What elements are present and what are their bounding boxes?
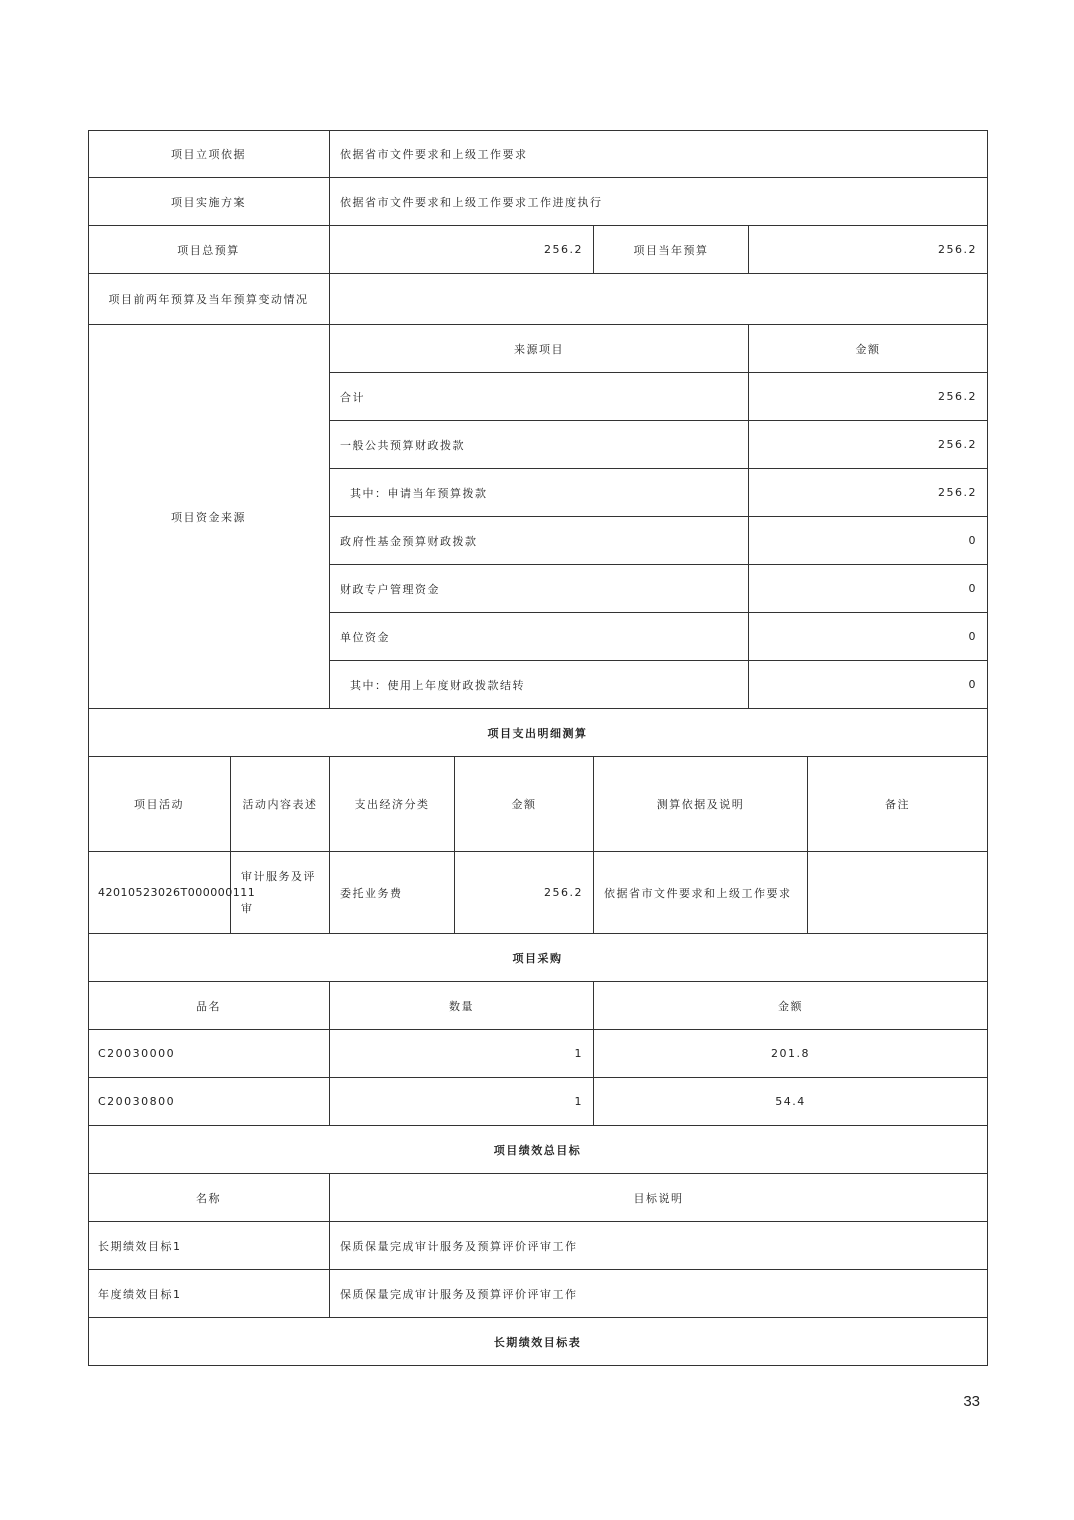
expenditure-note [808,852,988,934]
budget-table [88,130,988,1366]
funding-source-header: 来源项目 [330,325,749,373]
funding-row-name: 单位资金 [330,613,749,661]
funding-row-name: 一般公共预算财政拨款 [330,421,749,469]
goal-name: 年度绩效目标1 [88,1270,330,1318]
goal-desc: 保质保量完成审计服务及预算评价评审工作 [330,1270,988,1318]
funding-row-name: 政府性基金预算财政拨款 [330,517,749,565]
procurement-item-qty: 1 [330,1030,594,1078]
funding-label: 项目资金来源 [88,325,330,709]
page-number: 33 [963,1393,980,1410]
basis-label: 项目立项依据 [88,130,330,178]
funding-row-amount: 256.2 [749,469,988,517]
procurement-item-name: C20030000 [88,1030,330,1078]
total-budget-value: 256.2 [330,226,594,274]
goals-header: 目标说明 [330,1174,988,1222]
change-label: 项目前两年预算及当年预算变动情况 [88,274,330,325]
expenditure-header: 支出经济分类 [330,757,455,852]
expenditure-header: 备注 [808,757,988,852]
expenditure-header: 测算依据及说明 [594,757,808,852]
funding-row-name: 其中：申请当年预算拨款 [330,469,749,517]
expenditure-header: 项目活动 [88,757,231,852]
procurement-header: 数量 [330,982,594,1030]
funding-amount-header: 金额 [749,325,988,373]
funding-row-amount: 256.2 [749,421,988,469]
procurement-item-amount: 54.4 [594,1078,988,1126]
year-budget-value: 256.2 [749,226,988,274]
expenditure-header: 活动内容表述 [231,757,330,852]
goals-title: 项目绩效总目标 [88,1126,988,1174]
procurement-header: 金额 [594,982,988,1030]
long-term-title: 长期绩效目标表 [88,1318,988,1366]
total-budget-label: 项目总预算 [88,226,330,274]
expenditure-header: 金额 [455,757,594,852]
procurement-item-amount: 201.8 [594,1030,988,1078]
funding-row-name: 合计 [330,373,749,421]
funding-row-name: 其中：使用上年度财政拨款结转 [330,661,749,709]
funding-row-amount: 0 [749,565,988,613]
expenditure-activity: 42010523026T000000111 [88,852,231,934]
funding-row-amount: 0 [749,613,988,661]
change-value [330,274,988,325]
procurement-header: 品名 [88,982,330,1030]
year-budget-label: 项目当年预算 [594,226,749,274]
goals-header: 名称 [88,1174,330,1222]
funding-row-amount: 0 [749,517,988,565]
funding-row-amount: 256.2 [749,373,988,421]
procurement-item-qty: 1 [330,1078,594,1126]
funding-row-amount: 0 [749,661,988,709]
plan-value: 依据省市文件要求和上级工作要求工作进度执行 [330,178,988,226]
expenditure-amount: 256.2 [455,852,594,934]
plan-label: 项目实施方案 [88,178,330,226]
expenditure-basis: 依据省市文件要求和上级工作要求 [594,852,808,934]
goal-desc: 保质保量完成审计服务及预算评价评审工作 [330,1222,988,1270]
procurement-title: 项目采购 [88,934,988,982]
procurement-item-name: C20030800 [88,1078,330,1126]
expenditure-title: 项目支出明细测算 [88,709,988,757]
funding-row-name: 财政专户管理资金 [330,565,749,613]
expenditure-category: 委托业务费 [330,852,455,934]
goal-name: 长期绩效目标1 [88,1222,330,1270]
basis-value: 依据省市文件要求和上级工作要求 [330,130,988,178]
expenditure-content: 审计服务及评审 [231,852,330,934]
